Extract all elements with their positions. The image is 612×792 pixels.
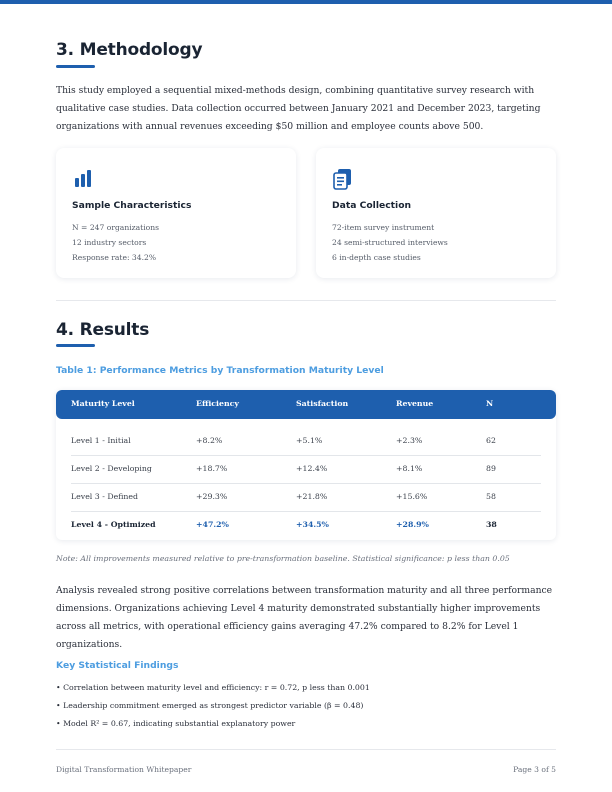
results-heading: 4. Results <box>56 320 150 340</box>
table-cell: 62 <box>486 436 496 445</box>
methodology-heading: 3. Methodology <box>56 40 203 60</box>
card-line: N = 247 organizations <box>72 223 160 232</box>
methodology-heading-underline <box>56 65 95 68</box>
data-collection-card <box>316 148 556 278</box>
card-line: Response rate: 34.2% <box>72 253 157 262</box>
section-divider <box>56 300 556 301</box>
column-header-satisfaction: Satisfaction <box>296 399 349 408</box>
card-line: 72-item survey instrument <box>332 223 435 232</box>
table-row <box>71 427 541 456</box>
table-caption: Table 1: Performance Metrics by Transformation Maturity Level <box>56 365 384 376</box>
sample-characteristics-card <box>56 148 296 278</box>
card-line: 24 semi-structured interviews <box>332 238 448 247</box>
page-number: Page 3 of 5 <box>513 765 556 774</box>
table-cell: +18.7% <box>196 464 228 473</box>
results-paragraph-line: Analysis revealed strong positive correlations between transformation maturity and all three performance <box>56 585 553 596</box>
card-line: 12 industry sectors <box>72 238 147 247</box>
table-cell: Level 4 - Optimized <box>71 520 156 529</box>
methodology-paragraph-line: organizations with annual revenues exceeding $50 million and employee counts above 500. <box>56 121 484 132</box>
performance-table <box>56 390 556 540</box>
footer-divider <box>56 749 556 750</box>
finding-item: • Model R² = 0.67, indicating substantial explanatory power <box>56 719 296 728</box>
table-cell: +15.6% <box>396 492 428 501</box>
table-row-highlighted <box>71 511 541 539</box>
table-cell: +34.5% <box>296 520 329 529</box>
footer-title: Digital Transformation Whitepaper <box>56 765 192 774</box>
column-header-efficiency: Efficiency <box>196 399 239 408</box>
table-row <box>71 455 541 484</box>
methodology-paragraph-line: This study employed a sequential mixed-methods design, combining quantitative survey research with <box>56 85 535 96</box>
methodology-paragraph <box>56 82 556 136</box>
table-cell: +47.2% <box>196 520 229 529</box>
table-row <box>71 483 541 512</box>
finding-item: • Leadership commitment emerged as strongest predictor variable (β = 0.48) <box>56 701 364 710</box>
column-header-revenue: Revenue <box>396 399 434 408</box>
table-cell: +2.3% <box>396 436 423 445</box>
methodology-paragraph-line: qualitative case studies. Data collection occurred between January 2021 and December 2023, targeting <box>56 103 541 114</box>
documents-icon <box>332 168 354 190</box>
table-header-row <box>56 390 556 419</box>
table-cell: +29.3% <box>196 492 228 501</box>
results-paragraph-line: across all metrics, with operational efficiency gains averaging 47.2% compared to 8.2% for Level 1 <box>56 621 519 632</box>
results-paragraph <box>56 582 556 654</box>
table-cell: +8.2% <box>196 436 223 445</box>
table-cell: 58 <box>486 492 496 501</box>
card-title: Data Collection <box>332 200 412 211</box>
table-cell: 89 <box>486 464 496 473</box>
results-heading-underline <box>56 344 95 347</box>
table-cell: Level 1 - Initial <box>71 436 131 445</box>
bar-chart-icon <box>72 168 94 190</box>
table-cell: +5.1% <box>296 436 323 445</box>
table-cell: Level 3 - Defined <box>71 492 139 501</box>
results-paragraph-line: dimensions. Organizations achieving Level 4 maturity demonstrated substantially higher improvements <box>56 603 541 614</box>
table-note: Note: All improvements measured relative to pre-transformation baseline. Statistical significance: p less than 0.05 <box>56 554 510 563</box>
table-cell: 38 <box>486 520 497 529</box>
column-header-maturity: Maturity Level <box>71 399 135 408</box>
card-line: 6 in-depth case studies <box>332 253 421 262</box>
finding-item: • Correlation between maturity level and efficiency: r = 0.72, p less than 0.001 <box>56 683 370 692</box>
column-header-n: N <box>486 399 494 408</box>
card-title: Sample Characteristics <box>72 200 192 211</box>
top-accent-bar <box>0 0 612 4</box>
table-cell: +8.1% <box>396 464 423 473</box>
table-cell: +12.4% <box>296 464 328 473</box>
table-cell: +28.9% <box>396 520 429 529</box>
table-cell: Level 2 - Developing <box>71 464 152 473</box>
key-findings-title: Key Statistical Findings <box>56 660 179 671</box>
table-cell: +21.8% <box>296 492 328 501</box>
results-paragraph-line: organizations. <box>56 639 123 650</box>
